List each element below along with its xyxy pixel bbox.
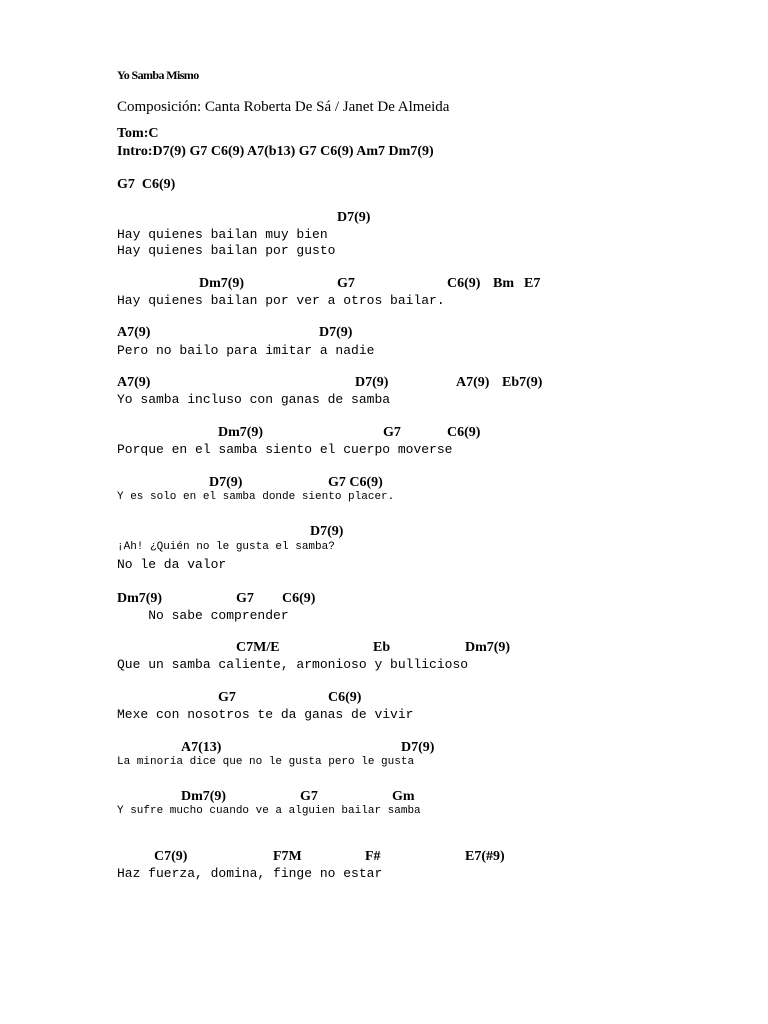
chord: F# [365, 849, 381, 864]
lyric-line: Y sufre mucho cuando ve a alguien bailar samba [117, 805, 421, 817]
chord: E7 [524, 276, 541, 291]
chord: Gm [392, 789, 415, 804]
chord: A7(13) [181, 740, 222, 755]
chord: G7 [300, 789, 318, 804]
chord: Eb [373, 640, 391, 655]
chord: G7 [383, 425, 401, 440]
song-title: Yo Samba Mismo [117, 68, 199, 82]
chord: G7 C6(9) [328, 475, 383, 490]
lyric-line: Porque en el samba siento el cuerpo moverse [117, 442, 453, 457]
chord: D7(9) [337, 210, 371, 225]
chord: D7(9) [310, 524, 344, 539]
chord: C7(9) [154, 849, 188, 864]
chord: C6(9) [447, 425, 481, 440]
lyric-line: No sabe comprender [117, 608, 289, 623]
lyric-line: Haz fuerza, domina, finge no estar [117, 866, 383, 881]
lyric-line: Que un samba caliente, armonioso y bullicioso [117, 657, 469, 672]
chord: Bm [493, 276, 514, 291]
lyric-line: Hay quienes bailan por ver a otros bailar. [117, 293, 445, 308]
chord: E7(#9) [465, 849, 505, 864]
chord: D7(9) [355, 375, 389, 390]
lyric-line: Hay quienes bailan por gusto [117, 243, 336, 258]
chord: A7(9) [117, 325, 151, 340]
intro-chords: Intro:D7(9) G7 C6(9) A7(b13) G7 C6(9) Am7 Dm7(9) [117, 144, 434, 159]
chord: Dm7(9) [199, 276, 245, 291]
lyric-line: Hay quienes bailan muy bien [117, 227, 328, 242]
chord: C6(9) [282, 591, 316, 606]
chord: C6(9) [447, 276, 481, 291]
chord: A7(9) [456, 375, 490, 390]
chord: G7 [236, 591, 254, 606]
lyric-line: Pero no bailo para imitar a nadie [117, 343, 375, 358]
chord: G7 [337, 276, 355, 291]
chord: D7(9) [319, 325, 353, 340]
chord: Eb7(9) [502, 375, 543, 390]
chord: Dm7(9) [117, 591, 163, 606]
key-label: Tom:C [117, 126, 159, 141]
chord: Dm7(9) [181, 789, 227, 804]
lyric-line: Yo samba incluso con ganas de samba [117, 392, 391, 407]
lyric-line: Y es solo en el samba donde siento placer. [117, 491, 395, 503]
lyric-line: La minoría dice que no le gusta pero le gusta [117, 756, 415, 768]
chord: A7(9) [117, 375, 151, 390]
chord: C6(9) [328, 690, 362, 705]
chord: Dm7(9) [218, 425, 264, 440]
chord: G7 [218, 690, 236, 705]
lyric-line: No le da valor [117, 557, 227, 572]
lyric-line: ¡Ah! ¿Quién no le gusta el samba? [117, 541, 335, 553]
pre-chords: G7 C6(9) [117, 177, 176, 192]
chord: Dm7(9) [465, 640, 511, 655]
chord: D7(9) [209, 475, 243, 490]
composition-credit: Composición: Canta Roberta De Sá / Janet De Almeida [117, 99, 450, 115]
lyric-line: Mexe con nosotros te da ganas de vivir [117, 707, 414, 722]
chord: C7M/E [236, 640, 280, 655]
chord: F7M [273, 849, 302, 864]
chord: D7(9) [401, 740, 435, 755]
